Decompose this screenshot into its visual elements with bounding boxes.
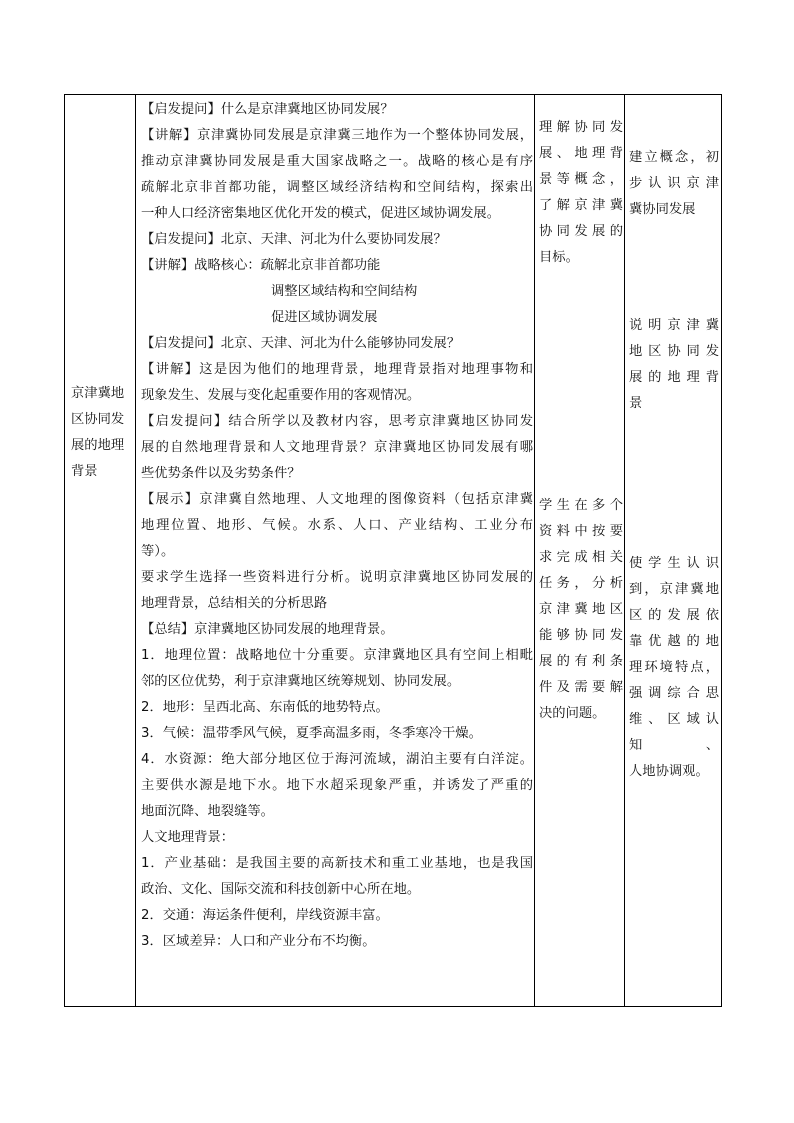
column-divider [534,95,535,1006]
intent-line: 理环境特点， [629,660,719,675]
topic-line: 京津冀地 [71,386,125,401]
intent-line: 靠优越的地 [629,634,719,649]
intent-line: 区的发展依 [629,608,719,623]
intent-line: 冀协同发展 [629,202,696,217]
summary-line: 1．地理位置：战略地位十分重要。京津冀地区具有空间上相毗 [141,648,533,663]
intent-line: 步认识京津 [629,176,719,191]
column-divider [135,95,136,1006]
prompt-question: 【启发提问】结合所学以及教材内容，思考京津冀地区协同发 [141,414,533,429]
summary-line: 邻的区位优势，利于京津冀地区统筹规划、协同发展。 [141,674,461,689]
design-intent-a [629,145,719,223]
student-activity-b [539,493,623,727]
prompt-question: 展的自然地理背景和人文地理背景？京津冀地区协同发展有哪 [141,440,533,455]
summary-line: 地面沉降、地裂缝等。 [141,804,274,819]
topic-line: 区协同发 [71,412,125,427]
summary-line: 主要供水源是地下水。地下水超采现象严重，并诱发了严重的 [141,778,533,793]
task-line: 地理背景，总结相关的分析思路 [141,596,328,611]
intent-line: 维、区域认知、 [629,712,719,753]
activity-line: 件及需要解 [539,680,623,695]
activity-line: 决的问题。 [539,706,606,721]
summary-line: 2．地形：呈西北高、东南低的地势特点。 [141,700,389,715]
activity-line: 展、地理背 [539,146,623,161]
explanation-line: 推动京津冀协同发展是重大国家战略之一。战略的核心是有序 [141,154,533,169]
prompt-question: 【启发提问】什么是京津冀地区协同发展？ [141,102,394,117]
task-line: 要求学生选择一些资料进行分析。说明京津冀地区协同发展的 [141,570,533,585]
topic-line: 背景 [71,464,98,479]
activity-line: 资料中按要 [539,524,623,539]
activity-line: 景等概念， [539,172,623,187]
explanation-line: 【讲解】战略核心：疏解北京非首都功能 [141,258,381,273]
intent-line: 建立概念，初 [629,150,719,165]
intent-line: 使学生认识 [629,556,719,571]
explanation-line: 疏解北京非首都功能，调整区域经济结构和空间结构，探索出 [141,180,533,195]
display-line: 【展示】京津冀自然地理、人文地理的图像资料（包括京津冀 [141,492,533,507]
core-point: 调整区域结构和空间结构 [271,284,418,299]
intent-line: 强调综合思 [629,686,719,701]
activity-line: 目标。 [539,250,579,265]
activity-line: 京津冀地区 [539,602,623,617]
column-divider [624,95,625,1006]
summary-line: 1．产业基础：是我国主要的高新技术和重工业基地，也是我国 [141,856,533,871]
activity-line: 学生在多个 [539,498,623,513]
summary-subtitle: 人文地理背景： [141,830,235,845]
explanation-line: 现象发生、发展与变化起重要作用的客观情况。 [141,388,421,403]
activity-line: 展的有利条 [539,654,623,669]
display-line: 等）。 [141,544,175,559]
activity-line: 理解协同发 [539,120,623,135]
prompt-question: 些优势条件以及劣势条件？ [141,466,301,481]
design-intent-b [629,313,719,417]
summary-line: 3．气候：温带季风气候，夏季高温多雨，冬季寒冷干燥。 [141,726,482,741]
lesson-table [64,94,722,1007]
student-activity-a [539,115,623,271]
intent-line: 景 [629,396,643,411]
explanation-line: 【讲解】这是因为他们的地理背景，地理背景指对地理事物和 [141,362,533,377]
summary-line: 3．区域差异：人口和产业分布不均衡。 [141,934,376,949]
topic-line: 展的地理 [71,438,125,453]
core-point: 促进区域协调发展 [271,310,378,325]
summary-line: 政治、文化、国际交流和科技创新中心所在地。 [141,882,421,897]
design-intent-c [629,551,719,785]
explanation-line: 【讲解】京津冀协同发展是京津冀三地作为一个整体协同发展， [141,128,533,143]
summary-title: 【总结】京津冀地区协同发展的地理背景。 [141,622,394,637]
activity-line: 任务，分析 [539,576,623,591]
prompt-question: 【启发提问】北京、天津、河北为什么能够协同发展？ [141,336,461,351]
activity-line: 求完成相关 [539,550,623,565]
intent-line: 到，京津冀地 [629,582,719,597]
intent-line: 说明京津冀 [629,318,719,333]
explanation-line: 一种人口经济密集地区优化开发的模式，促进区域协调发展。 [141,206,501,221]
display-line: 地理位置、地形、气候。水系、人口、产业结构、工业分布 [141,518,533,533]
activity-line: 协同发展的 [539,224,623,239]
teaching-process-cell [141,97,533,955]
prompt-question: 【启发提问】北京、天津、河北为什么要协同发展？ [141,232,447,247]
summary-line: 2．交通：海运条件便利，岸线资源丰富。 [141,908,389,923]
intent-line: 展的地理背 [629,370,719,385]
intent-line: 人地协调观。 [629,764,709,779]
activity-line: 了解京津冀 [539,198,623,213]
activity-line: 能够协同发 [539,628,623,643]
summary-line: 4．水资源：绝大部分地区位于海河流域，湖泊主要有白洋淀。 [141,752,533,767]
topic-cell [71,381,131,485]
intent-line: 地区协同发 [629,344,719,359]
